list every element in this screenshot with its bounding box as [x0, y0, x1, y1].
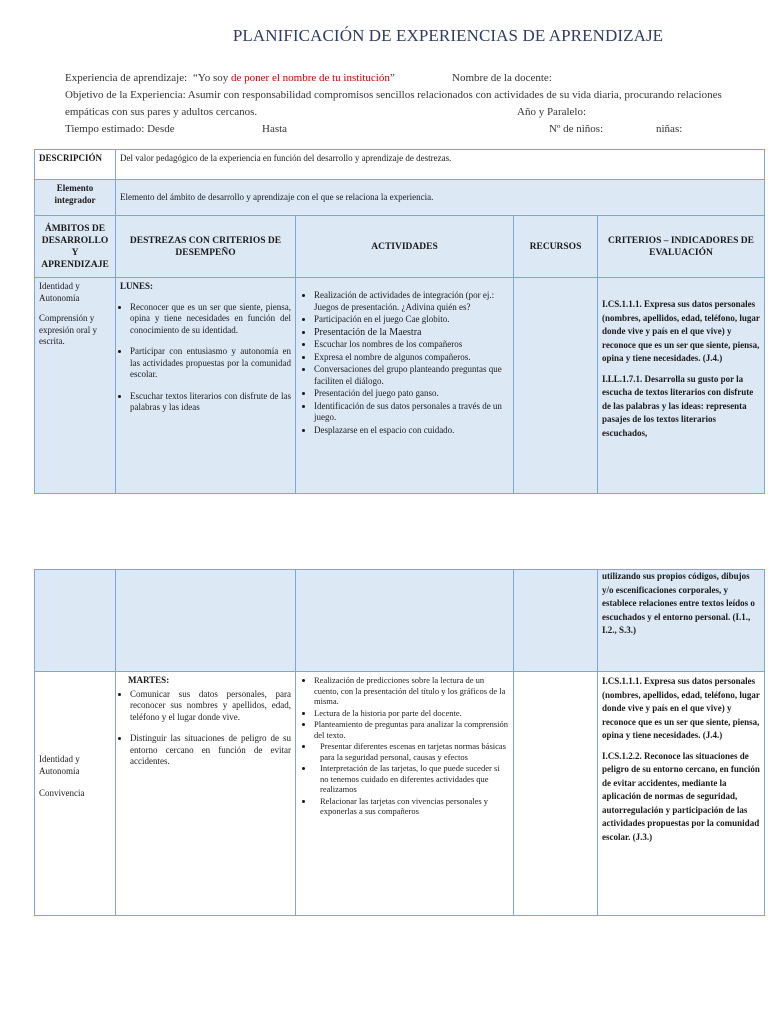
empty-cell [514, 570, 598, 672]
actividad-item: • Presentación de la Maestra [314, 327, 509, 339]
actividad-item: • Planteamiento de preguntas para analizar la comprensión del texto. [314, 719, 509, 740]
continuation-row [35, 570, 765, 672]
actividad-item: • Lectura de la historia por parte del docente. [314, 708, 509, 719]
header-recursos: RECURSOS [514, 216, 598, 278]
header-row [35, 216, 765, 278]
day-label: LUNES: [120, 281, 154, 291]
experiencia-value-start: “Yo soy [193, 72, 232, 84]
actividad-item: • Interpretación de las tarjetas, lo que puede suceder si no tenemos cuidado en diferentes actividades que realizamos [314, 763, 509, 795]
actividad-item: • Expresa el nombre de algunos compañeros. [314, 352, 509, 364]
recursos-cell [514, 672, 598, 916]
destrezas-cell [116, 672, 296, 916]
planning-table-1 [34, 149, 765, 494]
actividades-cell [296, 672, 514, 916]
empty-cell [116, 570, 296, 672]
lunes-row [35, 278, 765, 494]
elemento-value: Elemento del ámbito de desarrollo y aprendizaje con el que se relaciona la experiencia. [116, 180, 765, 216]
header-destrezas: DESTREZAS CON CRITERIOS DE DESEMPEÑO [116, 216, 296, 278]
ninos-label: Nº de niños: [549, 123, 604, 135]
descripcion-row [35, 150, 765, 180]
empty-cell [296, 570, 514, 672]
actividad-item: • Conversaciones del grupo planteando preguntas que faciliten el diálogo. [314, 364, 509, 387]
criterio-item: I.LL.1.7.1. Desarrolla su gusto por la escucha de textos literarios con disfrute de las palabras y las ideas: representa pasajes de los textos literarios escuchados, [602, 373, 754, 438]
header-criterios: CRITERIOS – INDICADORES DE EVALUACIÓN [598, 216, 765, 278]
criterios-cell [598, 278, 765, 494]
descripcion-value: Del valor pedagógico de la experiencia en función del desarrollo y aprendizaje de destrezas. [116, 150, 765, 180]
header-ambitos: ÁMBITOS DE DESARROLLO Y APRENDIZAJE [35, 216, 116, 278]
recursos-cell [514, 278, 598, 494]
descripcion-label: DESCRIPCIÓN [35, 150, 116, 180]
criterio-item: I.CS.1.2.2. Reconoce las situaciones de peligro de su entorno cercano, en función de evitar accidentes, mediante la aplicación de normas de seguridad, autorregulación y participación de las actividades propuestas por la comunidad escolar. (J.3.) [602, 750, 760, 842]
destreza-item: • Comunicar sus datos personales, para reconocer sus nombres y apellidos, edad, teléfono y el lugar donde vive. [130, 689, 291, 724]
hasta-label: Hasta [262, 123, 288, 135]
destrezas-cell [116, 278, 296, 494]
ambito-identidad: Identidad y Autonomía [39, 281, 80, 303]
elemento-row [35, 180, 765, 216]
destreza-item: • Participar con entusiasmo y autonomía en las actividades propuestas por la comunidad escolar. [130, 346, 291, 381]
anio-label: Año y Paralelo: [517, 106, 587, 118]
actividades-cell [296, 278, 514, 494]
destreza-item: • Escuchar textos literarios con disfrute de las palabras y las ideas [130, 391, 291, 414]
experiencia-value [193, 72, 395, 84]
experiencia-label: Experiencia de aprendizaje: [65, 72, 188, 84]
actividad-item: • Desplazarse en el espacio con cuidado. [314, 425, 509, 437]
experiencia-placeholder: de poner el nombre de tu institución [231, 72, 390, 84]
ambito-convivencia: Convivencia [39, 788, 85, 798]
ambito-comprension: Comprensión y expresión oral y escrita. [39, 313, 97, 346]
header-actividades: ACTIVIDADES [296, 216, 514, 278]
destreza-item: • Reconocer que es un ser que siente, piensa, opina y tiene necesidades en función del conocimiento de su identidad. [130, 302, 291, 337]
actividad-item: • Identificación de sus datos personales a través de un juego. [314, 401, 509, 424]
criterio-item: I.CS.1.1.1. Expresa sus datos personales (nombres, apellidos, edad, teléfono, lugar donde vive y país en el que vive) y reconoce que es un ser que siente, piensa, opina y tiene necesidades. (J.4.) [602, 299, 760, 363]
empty-cell [35, 570, 116, 672]
tiempo-label: Tiempo estimado: Desde [65, 123, 175, 135]
day-label: MARTES: [128, 675, 170, 685]
actividad-item: • Presentar diferentes escenas en tarjetas normas básicas para la seguridad personal, causas y efectos [314, 741, 509, 762]
ninas-label: niñas: [656, 123, 683, 135]
martes-row [35, 672, 765, 916]
experiencia-value-end: ” [389, 72, 395, 84]
objetivo-line1: Objetivo de la Experiencia: Asumir con responsabilidad compromisos sencillos relacionados con actividades de su vida diaria, procurando relaciones [65, 89, 722, 101]
criterio-item: I.CS.1.1.1. Expresa sus datos personales (nombres, apellidos, edad, teléfono, lugar donde vive y país en el que vive) y reconoce que es un ser que siente, piensa, opina y tiene necesidades. (J.4.) [602, 676, 760, 740]
actividad-item: • Participación en el juego Cae globito. [314, 314, 509, 326]
docente-label: Nombre de la docente: [452, 72, 552, 84]
ambitos-cell [35, 278, 116, 494]
planning-table-2 [34, 569, 765, 916]
actividad-item: • Relacionar las tarjetas con vivencias personales y exponerlas a sus compañeros [314, 796, 509, 817]
actividad-item: • Realización de actividades de integración (por ej.: Juegos de presentación. ¿Adivina quién es? [314, 290, 509, 313]
actividad-item: • Presentación del juego pato ganso. [314, 388, 509, 400]
actividad-item: • Escuchar los nombres de los compañeros [314, 339, 509, 351]
actividad-item: • Realización de predicciones sobre la lectura de un cuento, con la presentación del título y los gráficos de la misma. [314, 675, 509, 707]
criterios-cell [598, 672, 765, 916]
elemento-label: Elemento integrador [35, 180, 116, 216]
objetivo-line2: empáticas con sus pares y adultos cercanos. [65, 106, 258, 118]
page-title: PLANIFICACIÓN DE EXPERIENCIAS DE APRENDIZAJE [232, 26, 664, 45]
ambito-identidad: Identidad y Autonomía [39, 754, 80, 776]
ambitos-cell [35, 672, 116, 916]
destreza-item: • Distinguir las situaciones de peligro de su entorno cercano en función de evitar accidentes. [130, 733, 291, 768]
criterio-continuation: utilizando sus propios códigos, dibujos y/o escenificaciones corporales, y establece relaciones entre textos leídos o escuchados y el entorno personal. (I.1., I.2., S.3.) [598, 570, 765, 672]
